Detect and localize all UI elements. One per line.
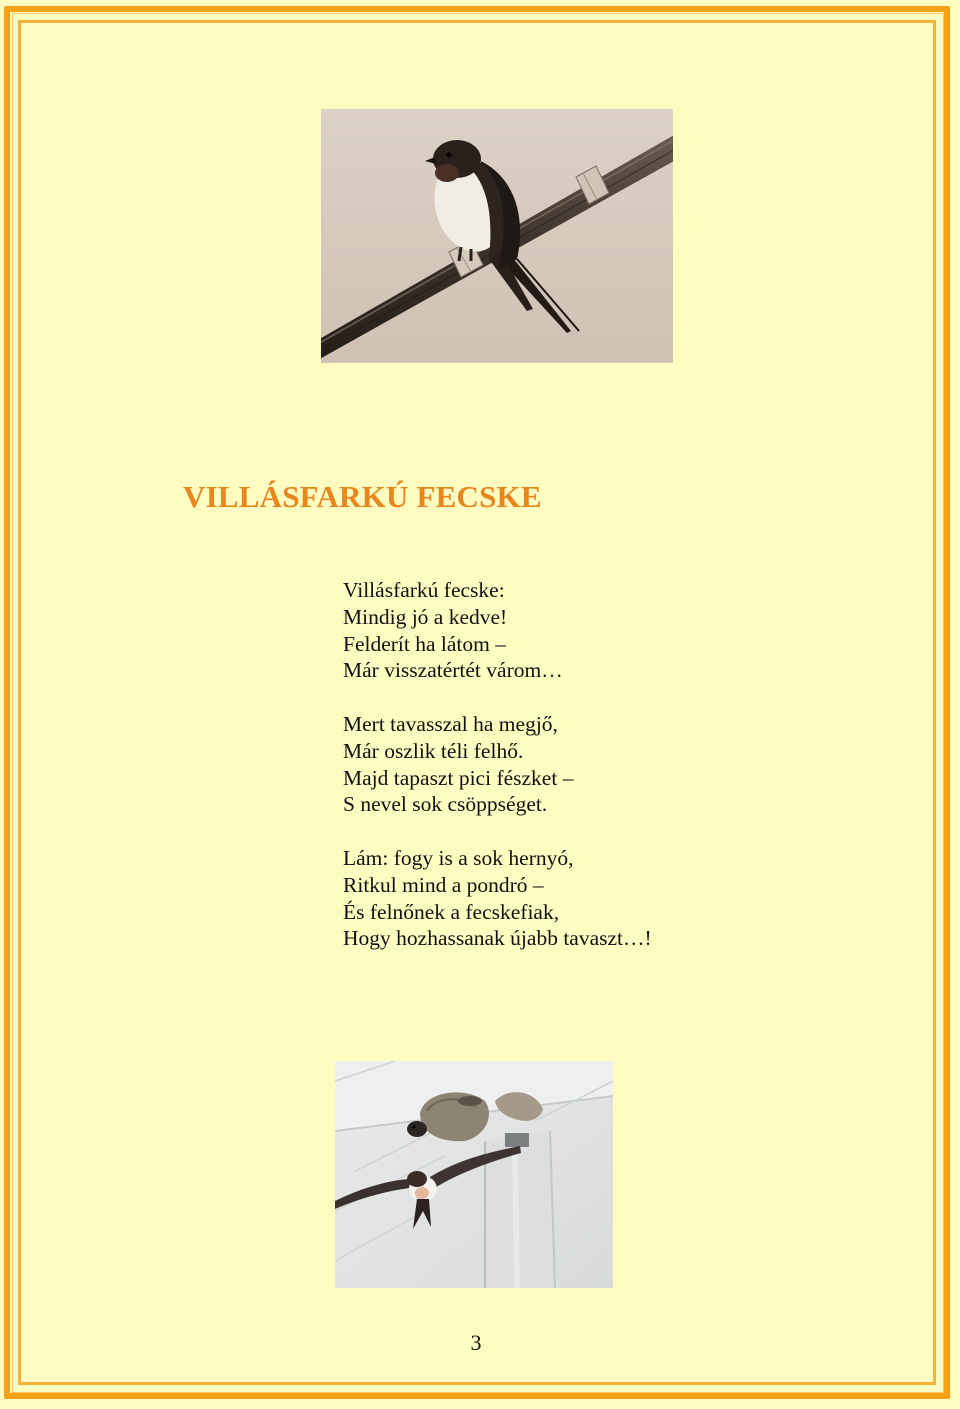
poem-line: Ritkul mind a pondró – [343, 872, 544, 897]
poem-line: Már oszlik téli felhő. [343, 738, 524, 763]
poem-line: Felderít ha látom – [343, 631, 507, 656]
poem-stanza-1 [343, 577, 652, 684]
poem-line: Már visszatértét várom… [343, 658, 563, 683]
poem [343, 577, 652, 952]
poem-line: Villásfarkú fecske: [343, 578, 505, 602]
swallow-flying-near-nest-photo [335, 1061, 613, 1288]
poem-stanza-2 [343, 711, 652, 818]
poem-line: Mindig jó a kedve! [343, 604, 508, 629]
poem-title: VILLÁSFARKÚ FECSKE [183, 479, 542, 514]
page-number: 3 [470, 1330, 482, 1355]
poem-line: Majd tapaszt pici fészket – [343, 765, 574, 790]
poem-stanza-3 [343, 845, 652, 952]
poem-line: És felnőnek a fecskefiak, [343, 899, 560, 924]
poem-line: Hogy hozhassanak újabb tavaszt…! [343, 926, 652, 951]
poem-line: S nevel sok csöppséget. [343, 792, 548, 817]
poem-line: Mert tavasszal ha megjő, [343, 711, 558, 736]
swallow-on-wire-photo [321, 109, 673, 363]
poem-line: Lám: fogy is a sok hernyó, [343, 845, 574, 870]
